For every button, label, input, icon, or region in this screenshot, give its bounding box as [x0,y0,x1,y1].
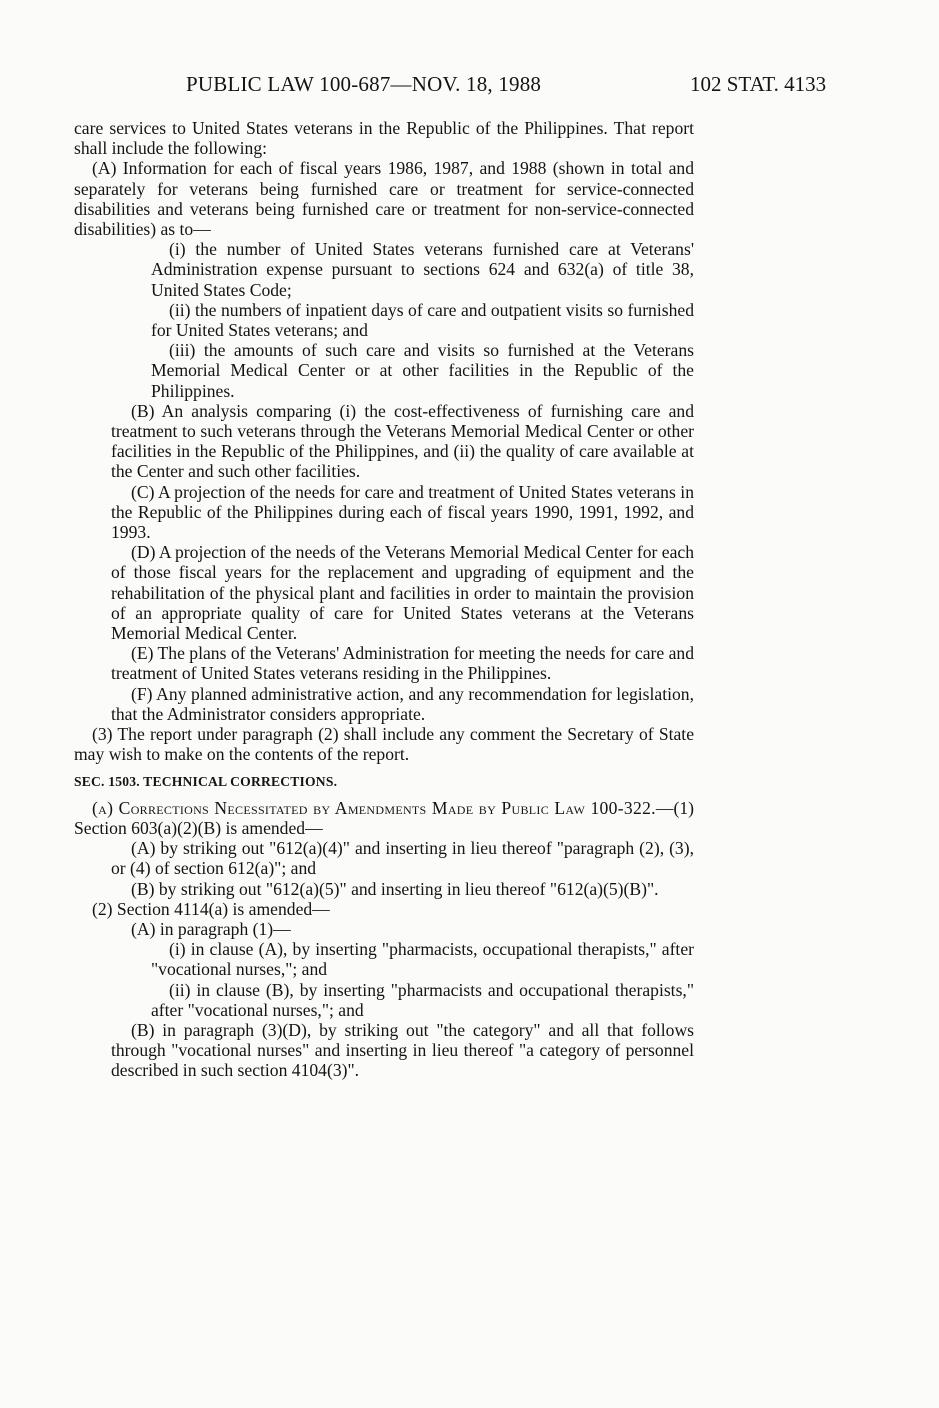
item-a2-A-ii: (ii) in clause (B), by inserting "pharmacists and occupational therapists," after "vocational nurses,"; and [151,979,694,1020]
item-a2-A-i: (i) in clause (A), by inserting "pharmacists, occupational therapists," after "vocational nurses,"; and [151,939,694,980]
subsection-a-lead: —(1) Section 603(a)(2)(B) is amended— [74,797,694,838]
item-a2-B: (B) in paragraph (3)(D), by striking out "the category" and all that follows through "vocational nurses" and inserting in lieu thereof "a category of personnel described in such section 4104(3)". [111,1019,694,1081]
paragraph-C: (C) A projection of the needs for care and treatment of United States veterans in the Republic of the Philippines during each of fiscal years 1990, 1991, 1992, and 1993. [111,481,694,543]
paragraph-F: (F) Any planned administrative action, and any recommendation for legislation, that the Administrator considers appropriate. [111,683,694,724]
paragraph-A-i: (i) the number of United States veterans furnished care at Veterans' Administration expense pursuant to sections 624 and 632(a) of title 38, United States Code; [151,239,694,300]
running-title: PUBLIC LAW 100-687—NOV. 18, 1988 [186,72,542,96]
document-body [74,118,694,1081]
page-header [0,64,939,104]
item-a2-A: (A) in paragraph (1)— [131,918,291,939]
paragraph-A-iii: (iii) the amounts of such care and visits so furnished at the Veterans Memorial Medical Center or at other facilities in the Republic of the Philippines. [151,340,694,401]
section-heading: SEC. 1503. TECHNICAL CORRECTIONS. [74,773,338,789]
paragraph-B: (B) An analysis comparing (i) the cost-effectiveness of furnishing care and treatment to such veterans through the Veterans Memorial Medical Center or other facilities in the Republic of the Philippines, and (ii) the quality of care available at the Center and such other facilities. [111,400,694,482]
statute-page-number: 102 STAT. 4133 [690,72,827,96]
subsection-a-caption: (a) Corrections Necessitated by Amendments Made by Public Law 100-322. [92,797,656,818]
paragraph-A-ii: (ii) the numbers of inpatient days of care and outpatient visits so furnished for United States veterans; and [151,299,694,341]
paragraph-3: (3) The report under paragraph (2) shall include any comment the Secretary of State may wish to make on the contents of the report. [74,724,694,765]
item-a2: (2) Section 4114(a) is amended— [92,898,330,919]
subsection-a [74,798,694,838]
paragraph-E: (E) The plans of the Veterans' Administration for meeting the needs for care and treatment of United States veterans residing in the Philippines. [111,643,694,684]
paragraph-continuation: care services to United States veterans in the Republic of the Philippines. That report shall include the following: [74,118,694,159]
paragraph-A: (A) Information for each of fiscal years 1986, 1987, and 1988 (shown in total and separately for veterans being furnished care or treatment for service-connected disabilities and veterans being furnished care or treatment for non-service-connected disabilities) as to— [74,158,694,240]
item-a1-B: (B) by striking out "612(a)(5)" and inserting in lieu thereof "612(a)(5)(B)". [131,878,659,899]
item-a1-A: (A) by striking out "612(a)(4)" and inserting in lieu thereof "paragraph (2), (3), or (4) of section 612(a)"; and [111,838,694,879]
paragraph-D: (D) A projection of the needs of the Veterans Memorial Medical Center for each of those fiscal years for the replacement and upgrading of equipment and the rehabilitation of the physical plant and facilities in order to maintain the provision of an appropriate quality of care for United States veterans at the Veterans Memorial Medical Center. [111,542,694,644]
